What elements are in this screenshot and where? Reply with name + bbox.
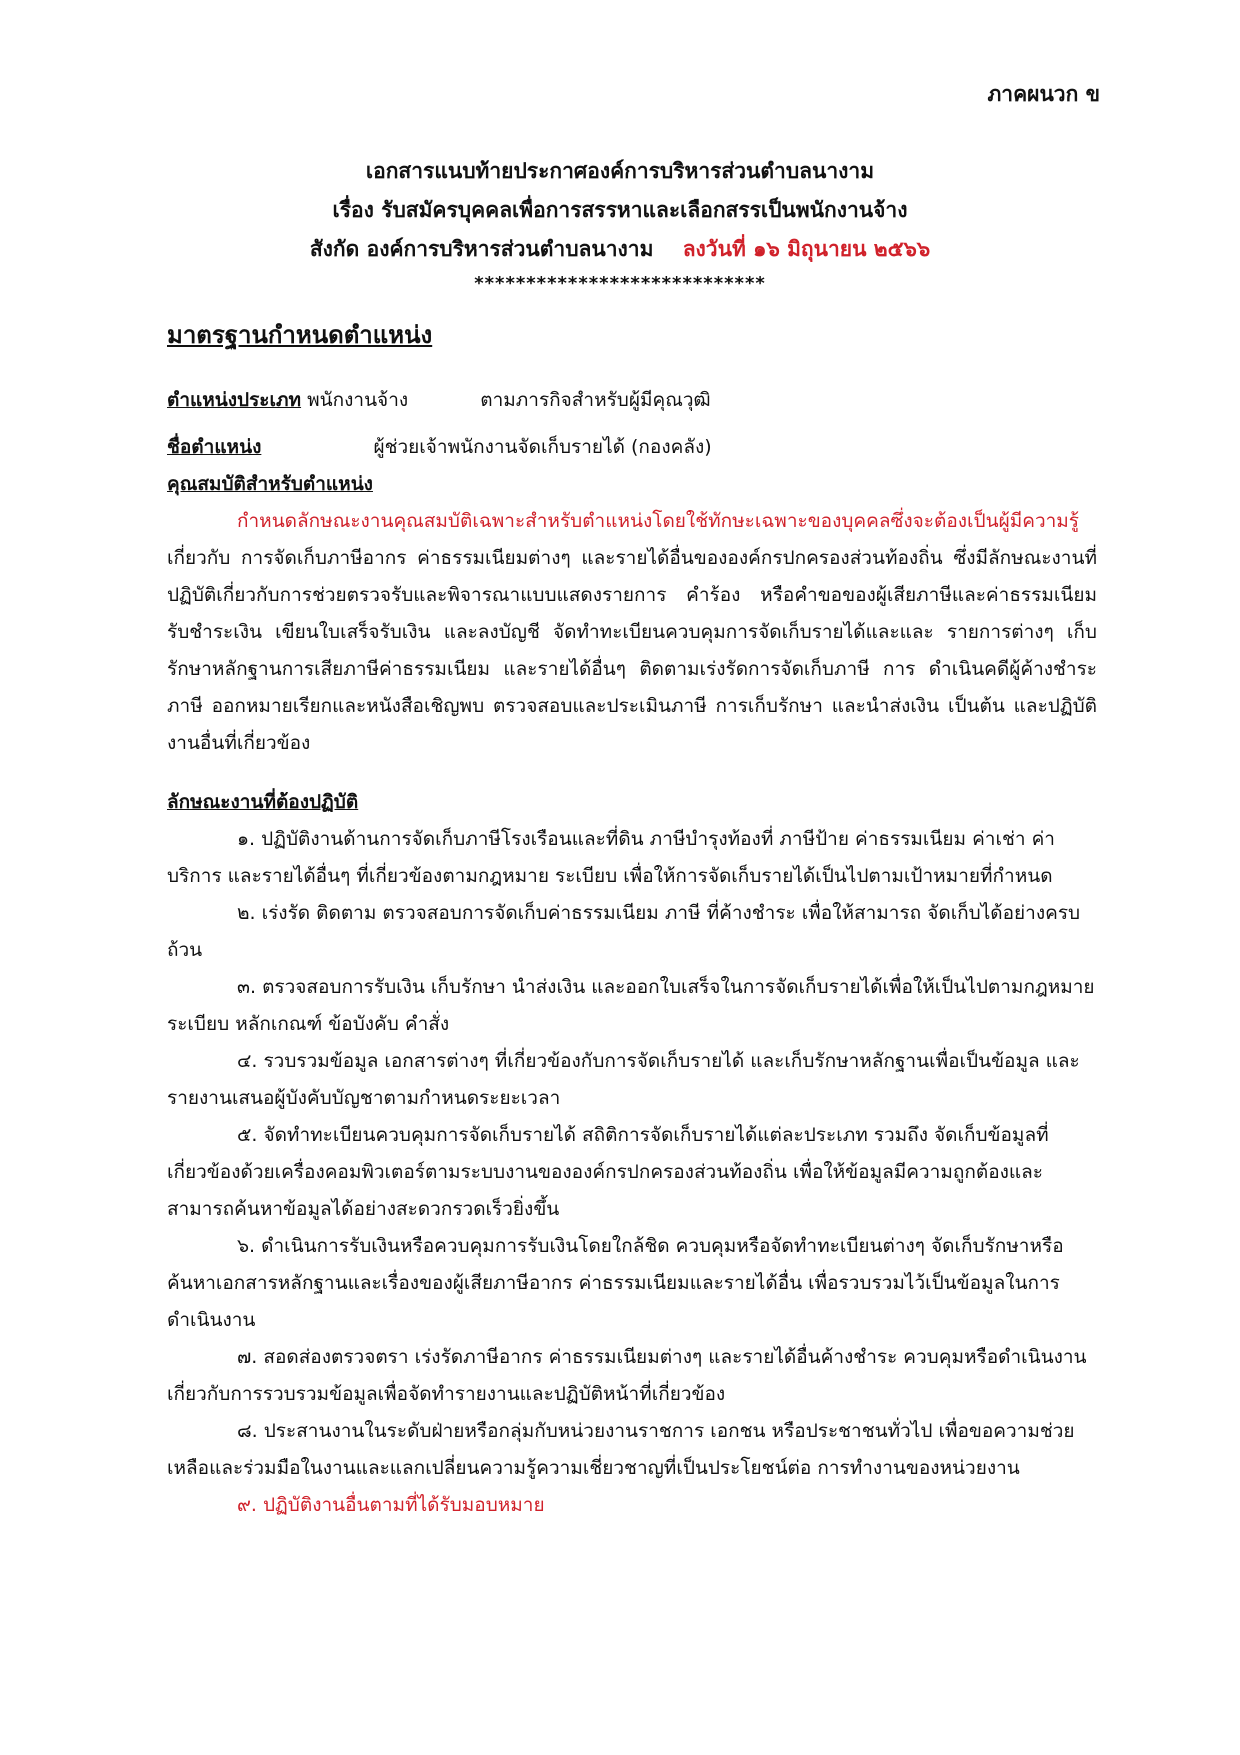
- duty-item-7: ๗. สอดส่องตรวจตรา เร่งรัดภาษีอากร ค่าธรรมเนียมต่างๆ และรายได้อื่นค้างชำระ ควบคุมหรือดำเนินงานเกี่ยวกับการรวบรวมข้อมูลเพื่อจัดทำรายงานและปฏิบัติหน้าที่เกี่ยวข้อง: [167, 1346, 1087, 1405]
- position-type-value: พนักงานจ้าง: [307, 389, 409, 411]
- qualifications-heading: คุณสมบัติสำหรับตำแหน่ง: [167, 473, 373, 495]
- duty-item-8: ๘. ประสานงานในระดับฝ่ายหรือกลุ่มกับหน่วยงานราชการ เอกชน หรือประชาชนทั่วไป เพื่อขอความช่วยเหลือและร่วมมือในงานและแลกเปลี่ยนความรู้ความเชี่ยวชาญที่เป็นประโยชน์ต่อ การทำงานของหน่วยงาน: [167, 1420, 1075, 1479]
- position-name-row: [167, 429, 1097, 466]
- header-line-3-text: สังกัด องค์การบริหารส่วนตำบลนางาม: [309, 237, 654, 261]
- duties-heading: ลักษณะงานที่ต้องปฏิบัติ: [167, 791, 359, 813]
- duty-item-1: ๑. ปฏิบัติงานด้านการจัดเก็บภาษีโรงเรือนและที่ดิน ภาษีบำรุงท้องที่ ภาษีป้าย ค่าธรรมเนียม ค่าเช่า ค่าบริการ และรายได้อื่นๆ ที่เกี่ยวข้องตามกฎหมาย ระเบียบ เพื่อให้การจัดเก็บรายได้เป็นไปตามเป้าหมายที่กำหนด: [167, 828, 1055, 887]
- qualifications-body-text: เกี่ยวกับ การจัดเก็บภาษีอากร ค่าธรรมเนียมต่างๆ และรายได้อื่นขององค์กรปกครองส่วนท้องถิ่น ซึ่งมีลักษณะงานที่ ปฏิบัติเกี่ยวกับการช่วยตรวจรับและพิจารณาแบบแสดงรายการ คำร้อง หรือคำขอของผู้เสียภาษีและค่าธรรมเนียม รับชำระเงิน เขียนใบเสร็จรับเงิน และลงบัญชี จัดทำทะเบียนควบคุมการจัดเก็บรายได้และและ รายการต่างๆ เก็บรักษาหลักฐานการเสียภาษีค่าธรรมเนียม และรายได้อื่นๆ ติดตามเร่งรัดการจัดเก็บภาษี การ ดำเนินคดีผู้ค้างชำระภาษี ออกหมายเรียกและหนังสือเชิญพบ ตรวจสอบและประเมินภาษี การเก็บรักษา และนำส่งเงิน เป็นต้น และปฏิบัติงานอื่นที่เกี่ยวข้อง: [167, 547, 1097, 754]
- duty-item-5: ๕. จัดทำทะเบียนควบคุมการจัดเก็บรายได้ สถิติการจัดเก็บรายได้แต่ละประเภท รวมถึง จัดเก็บข้อมูลที่เกี่ยวข้องด้วยเครื่องคอมพิวเตอร์ตามระบบงานขององค์กรปกครองส่วนท้องถิ่น เพื่อให้ข้อมูลมีความถูกต้องและสามารถค้นหาข้อมูลได้อย่างสะดวกรวดเร็วยิ่งขึ้น: [167, 1124, 1049, 1220]
- duty-item-6: ๖. ดำเนินการรับเงินหรือควบคุมการรับเงินโดยใกล้ชิด ควบคุมหรือจัดทำทะเบียนต่างๆ จัดเก็บรักษาหรือค้นหาเอกสารหลักฐานและเรื่องของผู้เสียภาษีอากร ค่าธรรมเนียมและรายได้อื่น เพื่อรวบรวมไว้เป็นข้อมูลในการดำเนินงาน: [167, 1235, 1064, 1331]
- qualifications-red-text: กำหนดลักษณะงานคุณสมบัติเฉพาะสำหรับตำแหน่งโดยใช้ทักษะเฉพาะของบุคคลซึ่งจะต้องเป็นผู้มีความรู้: [237, 510, 1080, 532]
- header-line-1: เอกสารแนบท้ายประกาศองค์การบริหารส่วนตำบลนางาม: [365, 159, 875, 183]
- header-divider-stars: ****************************: [474, 273, 766, 294]
- position-type-label: ตำแหน่งประเภท: [167, 389, 302, 411]
- header-line-3: [0, 230, 1240, 269]
- position-type-value-2: ตามภารกิจสำหรับผู้มีคุณวุฒิ: [480, 389, 711, 411]
- document-body: [167, 318, 1097, 1524]
- duty-item-9: ๙. ปฏิบัติงานอื่นตามที่ได้รับมอบหมาย: [237, 1494, 545, 1516]
- annex-label: ภาคผนวก ข: [987, 82, 1100, 106]
- duty-item-3: ๓. ตรวจสอบการรับเงิน เก็บรักษา นำส่งเงิน และออกใบเสร็จในการจัดเก็บรายได้เพื่อให้เป็นไปตามกฎหมาย ระเบียบ หลักเกณฑ์ ข้อบังคับ คำสั่ง: [167, 976, 1095, 1035]
- position-name-label: ชื่อตำแหน่ง: [167, 436, 262, 458]
- duty-item-2: ๒. เร่งรัด ติดตาม ตรวจสอบการจัดเก็บค่าธรรมเนียม ภาษี ที่ค้างชำระ เพื่อให้สามารถ จัดเก็บได้อย่างครบถ้วน: [167, 902, 1081, 961]
- section-title: มาตรฐานกำหนดตำแหน่ง: [167, 321, 433, 349]
- qualifications-paragraph: [167, 503, 1097, 762]
- document-header: [0, 152, 1240, 299]
- header-date: ลงวันที่ ๑๖ มิถุนายน ๒๕๖๖: [682, 237, 931, 261]
- position-name-value: ผู้ช่วยเจ้าพนักงานจัดเก็บรายได้ (กองคลัง): [373, 436, 712, 458]
- duty-item-4: ๔. รวบรวมข้อมูล เอกสารต่างๆ ที่เกี่ยวข้องกับการจัดเก็บรายได้ และเก็บรักษาหลักฐานเพื่อเป็นข้อมูล และรายงานเสนอผู้บังคับบัญชาตามกำหนดระยะเวลา: [167, 1050, 1080, 1109]
- position-type-row: [167, 382, 1097, 419]
- header-line-2: เรื่อง รับสมัครบุคคลเพื่อการสรรหาและเลือกสรรเป็นพนักงานจ้าง: [332, 198, 908, 222]
